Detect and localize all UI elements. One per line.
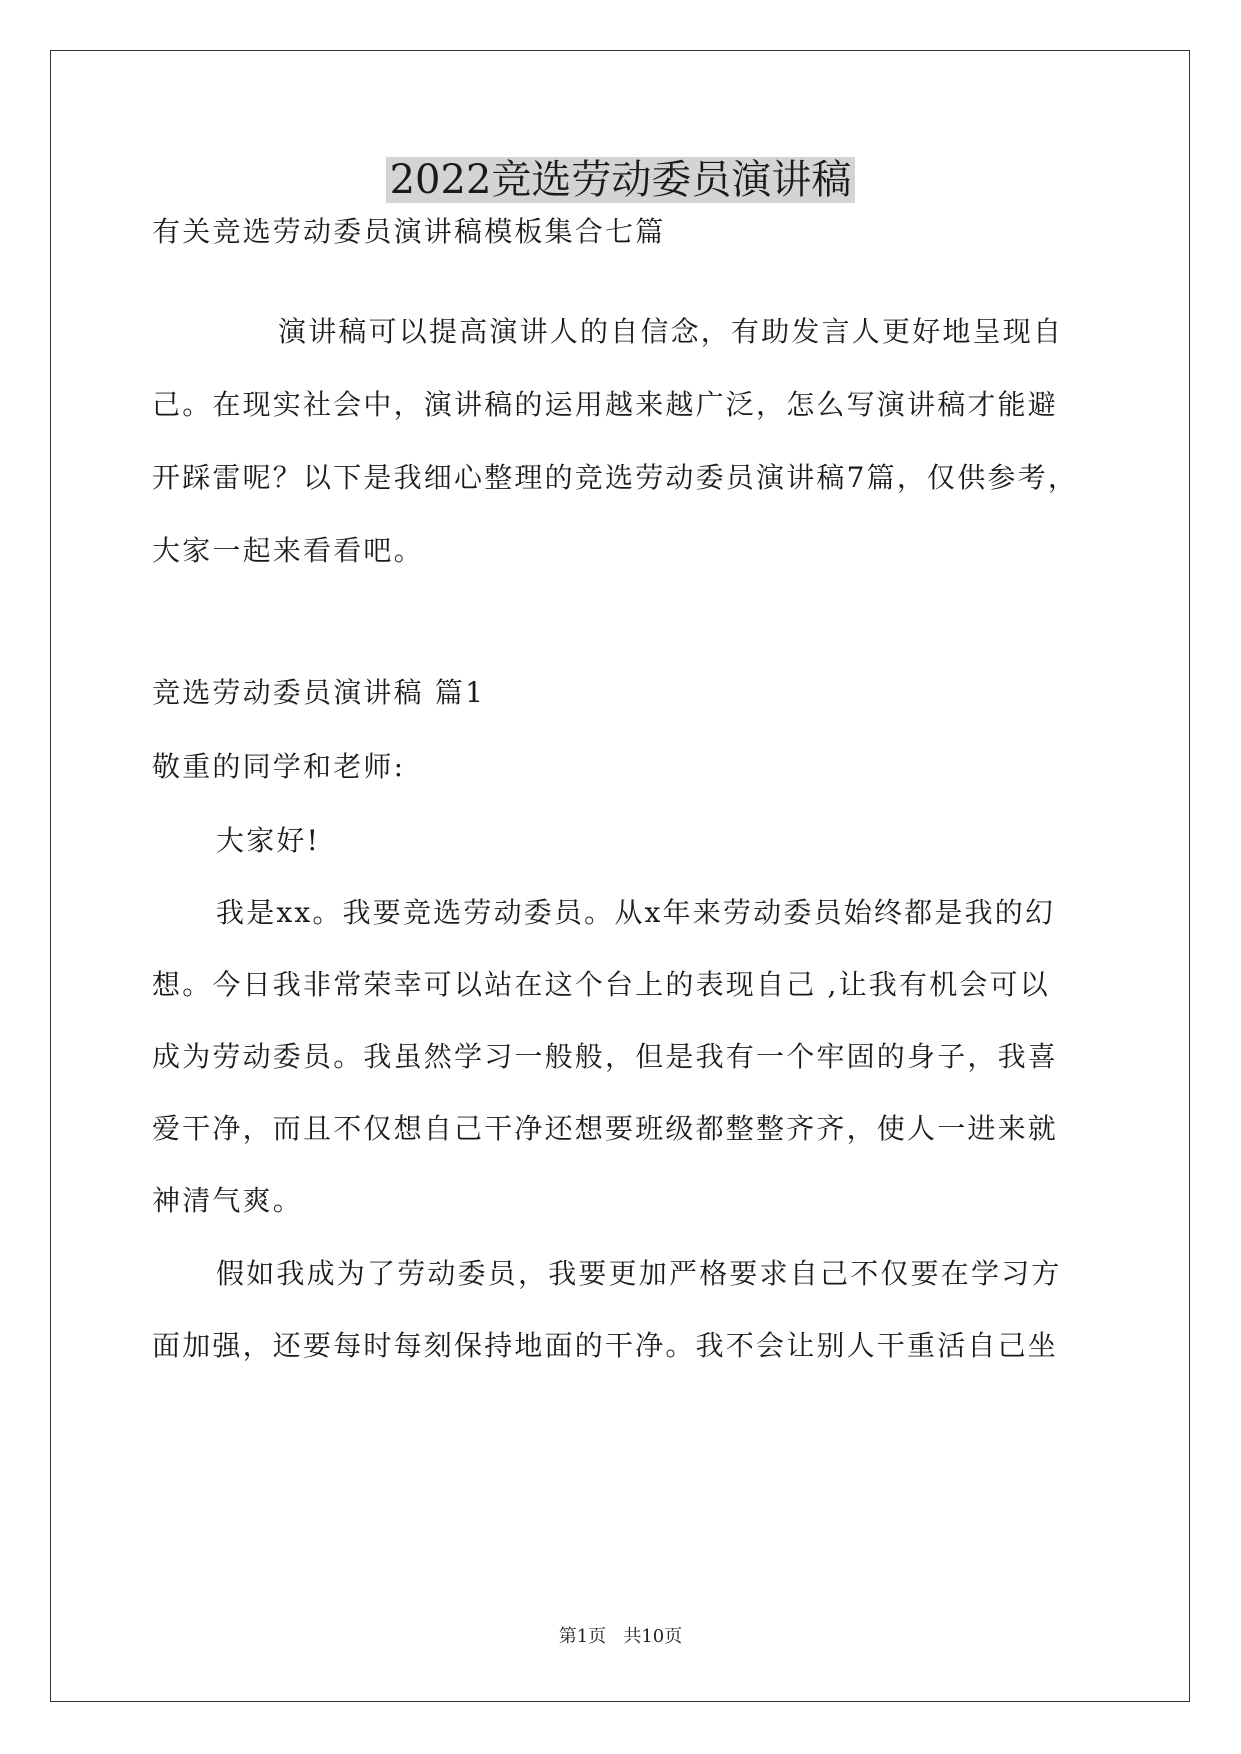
paragraph-line: 爱干净，而且不仅想自己干净还想要班级都整整齐齐，使人一进来就 xyxy=(152,1112,1059,1145)
intro-line: 演讲稿可以提高演讲人的自信念，有助发言人更好地呈现自 xyxy=(278,315,1064,348)
salutation: 敬重的同学和老师: xyxy=(152,750,406,783)
paragraph-line: 我是xx。我要竞选劳动委员。从x年来劳动委员始终都是我的幻 xyxy=(216,896,1056,929)
intro-line: 己。在现实社会中，演讲稿的运用越来越广泛，怎么写演讲稿才能避 xyxy=(152,388,1059,421)
greeting: 大家好! xyxy=(216,824,321,857)
paragraph-line: 假如我成为了劳动委员，我要更加严格要求自己不仅要在学习方 xyxy=(216,1257,1062,1290)
paragraph-line: 想。今日我非常荣幸可以站在这个台上的表现自己 ,让我有机会可以 xyxy=(152,968,1051,1001)
document-subtitle: 有关竞选劳动委员演讲稿模板集合七篇 xyxy=(152,215,666,248)
document-title xyxy=(0,152,1241,208)
page-number: 第1页 共10页 xyxy=(558,1626,683,1647)
intro-line: 开踩雷呢？以下是我细心整理的竞选劳动委员演讲稿7篇，仅供参考， xyxy=(152,461,1079,494)
paragraph-line: 面加强，还要每时每刻保持地面的干净。我不会让别人干重活自己坐 xyxy=(152,1329,1059,1362)
page-border xyxy=(50,50,1190,1702)
paragraph-line: 神清气爽。 xyxy=(152,1184,304,1217)
section-heading: 竞选劳动委员演讲稿 篇1 xyxy=(152,676,486,709)
intro-line: 大家一起来看看吧。 xyxy=(152,534,424,567)
document-title-text: 2022竞选劳动委员演讲稿 xyxy=(386,157,856,203)
paragraph-line: 成为劳动委员。我虽然学习一般般，但是我有一个牢固的身子，我喜 xyxy=(152,1040,1059,1073)
